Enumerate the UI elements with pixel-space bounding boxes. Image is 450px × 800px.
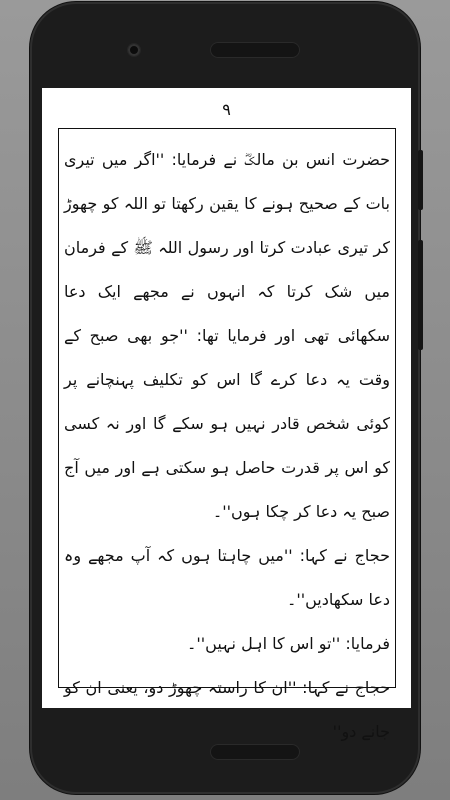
volume-button: [418, 240, 423, 350]
power-button: [418, 150, 423, 210]
earpiece-speaker: [210, 42, 300, 58]
paragraph: حجاج نے کہا: ''میں چاہتا ہوں کہ آپ مجھے وہ دعا سکھادیں''۔: [64, 546, 390, 609]
paragraph: حضرت انس بن مالکؓ نے فرمایا: ''اگر میں تیری بات کے صحیح ہونے کا یقین رکھتا تو اللہ کو چھوڑ کر تیری عبادت کرتا اور رسول اللہ ﷺ کے فرمان میں شک کرتا کہ انہوں نے مجھے ایک دعا سکھائی تھی اور فرمایا تھا: ''جو بھی صبح کے وقت یہ دعا کرے گا اس کو تکلیف پہنچانے پر کوئی شخص قادر نہیں ہو سکے گا اور نہ کسی کو اس پر قدرت حاصل ہو سکتی ہے اور میں آج صبح یہ دعا کر چکا ہوں''۔: [64, 150, 390, 521]
book-page-screen[interactable]: [42, 88, 411, 741]
paragraph: حجاج نے کہا: ''ان کا راستہ چھوڑ دو، یعنی ان کو جانے دو'': [64, 678, 390, 741]
paragraph: فرمایا: ''تو اس کا اہل نہیں''۔: [187, 634, 390, 653]
page-number: ۹: [222, 100, 231, 119]
page-text: [64, 138, 390, 754]
front-camera: [128, 44, 140, 56]
